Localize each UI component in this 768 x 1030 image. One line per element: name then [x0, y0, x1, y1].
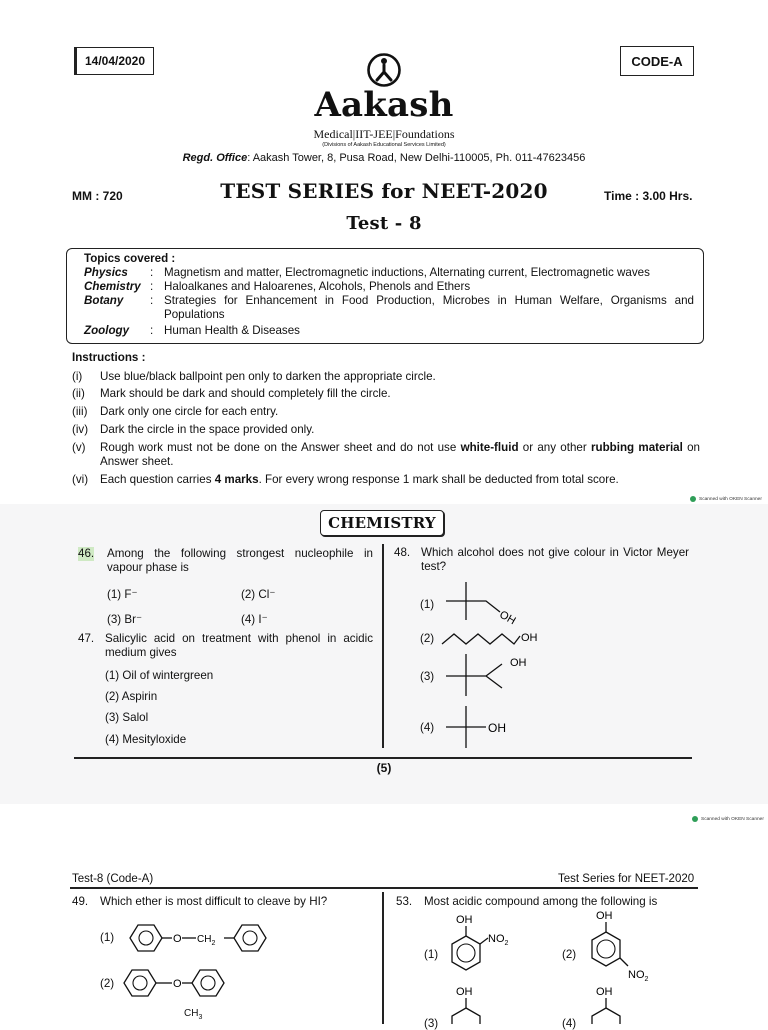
q48-structure-1 [440, 580, 530, 630]
svg-text:OH: OH [456, 914, 473, 926]
topics-heading: Topics covered : [84, 252, 176, 265]
q46-option-4: (4) I⁻ [241, 613, 268, 626]
brand-note: (Divisions of Aakash Educational Services Limited) [322, 142, 446, 148]
page2-header-rule [70, 887, 698, 889]
q48-option-3-label: (3) [420, 670, 435, 683]
q53-option-3-label: (3) [424, 1017, 439, 1030]
q53-option-2-label: (2) [562, 948, 577, 961]
svg-text:OH: OH [521, 632, 538, 644]
code-box [620, 46, 694, 76]
svg-text:OH: OH [596, 910, 613, 922]
q53-structure-4 [578, 984, 648, 1024]
test-number: Test - 8 [346, 213, 422, 234]
q48-option-2-label: (2) [420, 632, 435, 645]
q48-option-4-label: (4) [420, 721, 435, 734]
question-number-highlight: 46. [78, 547, 95, 560]
q47-option-1: (1) Oil of wintergreen [105, 669, 214, 682]
q46-option-3: (3) Br⁻ [107, 613, 143, 626]
date: 14/04/2020 [84, 54, 146, 68]
instructions-heading: Instructions : [72, 351, 146, 364]
svg-text:OH: OH [488, 721, 506, 735]
regd-office: Regd. Office: Aakash Tower, 8, Pusa Road, New Delhi-110005, Ph. 011-47623456 [182, 152, 586, 164]
brand-tagline: Medical|IIT-JEE|Foundations [313, 127, 455, 141]
date-box [74, 47, 154, 75]
svg-text:NO2: $NO_2$ [628, 969, 649, 983]
q48-structure-4 [440, 704, 540, 750]
page2-column-divider [382, 892, 384, 1024]
q47-option-3: (3) Salol [105, 711, 149, 724]
q53-option-1-label: (1) [424, 948, 439, 961]
q49-option-1-label: (1) [100, 931, 115, 944]
time: Time : 3.00 Hrs. [604, 189, 693, 203]
q53-structure-1 [440, 912, 520, 984]
svg-text:O: O [173, 978, 182, 990]
q48-structure-3 [440, 652, 540, 702]
svg-text:OH: OH [510, 657, 527, 669]
scanner-logo-icon [692, 816, 698, 822]
svg-text:OH: OH [596, 986, 613, 998]
scanner-logo-icon [690, 496, 696, 502]
q47-option-2: (2) Aspirin [105, 690, 158, 703]
svg-text:OH: OH [456, 986, 473, 998]
page2-left-header: Test-8 (Code-A) [72, 873, 154, 885]
svg-text:OH: OH [497, 608, 518, 628]
scanner-watermark: Scanned with OKEN Scanner [692, 816, 764, 822]
q49-option-2-label: (2) [100, 977, 115, 990]
scanner-watermark: Scanned with OKEN Scanner [690, 496, 762, 502]
svg-text:CH2: $CH_2$ [197, 934, 216, 947]
page-title: TEST SERIES for NEET-2020 [220, 179, 548, 203]
q49-ch3-label: $CH_3$ [184, 1008, 203, 1021]
q53-structure-2 [578, 908, 662, 988]
code: CODE-A [631, 53, 683, 69]
q49-structure-1 [120, 918, 280, 958]
svg-text:NO2: $NO_2$ [488, 933, 509, 947]
page-footer-rule [74, 757, 692, 759]
page2-right-header: Test Series for NEET-2020 [558, 873, 695, 885]
q49-structure-2 [120, 963, 240, 1003]
q47-option-4: (4) Mesityloxide [105, 733, 187, 746]
page-number: (5) [376, 761, 392, 775]
q46-option-1: (1) F⁻ [107, 588, 138, 601]
q46-option-2: (2) Cl⁻ [241, 588, 276, 601]
q48-option-1-label: (1) [420, 598, 435, 611]
q53-option-4-label: (4) [562, 1017, 577, 1030]
q53-structure-3 [440, 984, 510, 1024]
max-marks: MM : 720 [72, 189, 123, 203]
aakash-logo-icon [366, 52, 402, 88]
brand-name: Aakash [314, 85, 454, 125]
section-title: CHEMISTRY [320, 510, 444, 536]
column-divider [382, 544, 384, 748]
svg-text:O: O [173, 933, 182, 945]
q48-structure-2 [440, 626, 550, 652]
